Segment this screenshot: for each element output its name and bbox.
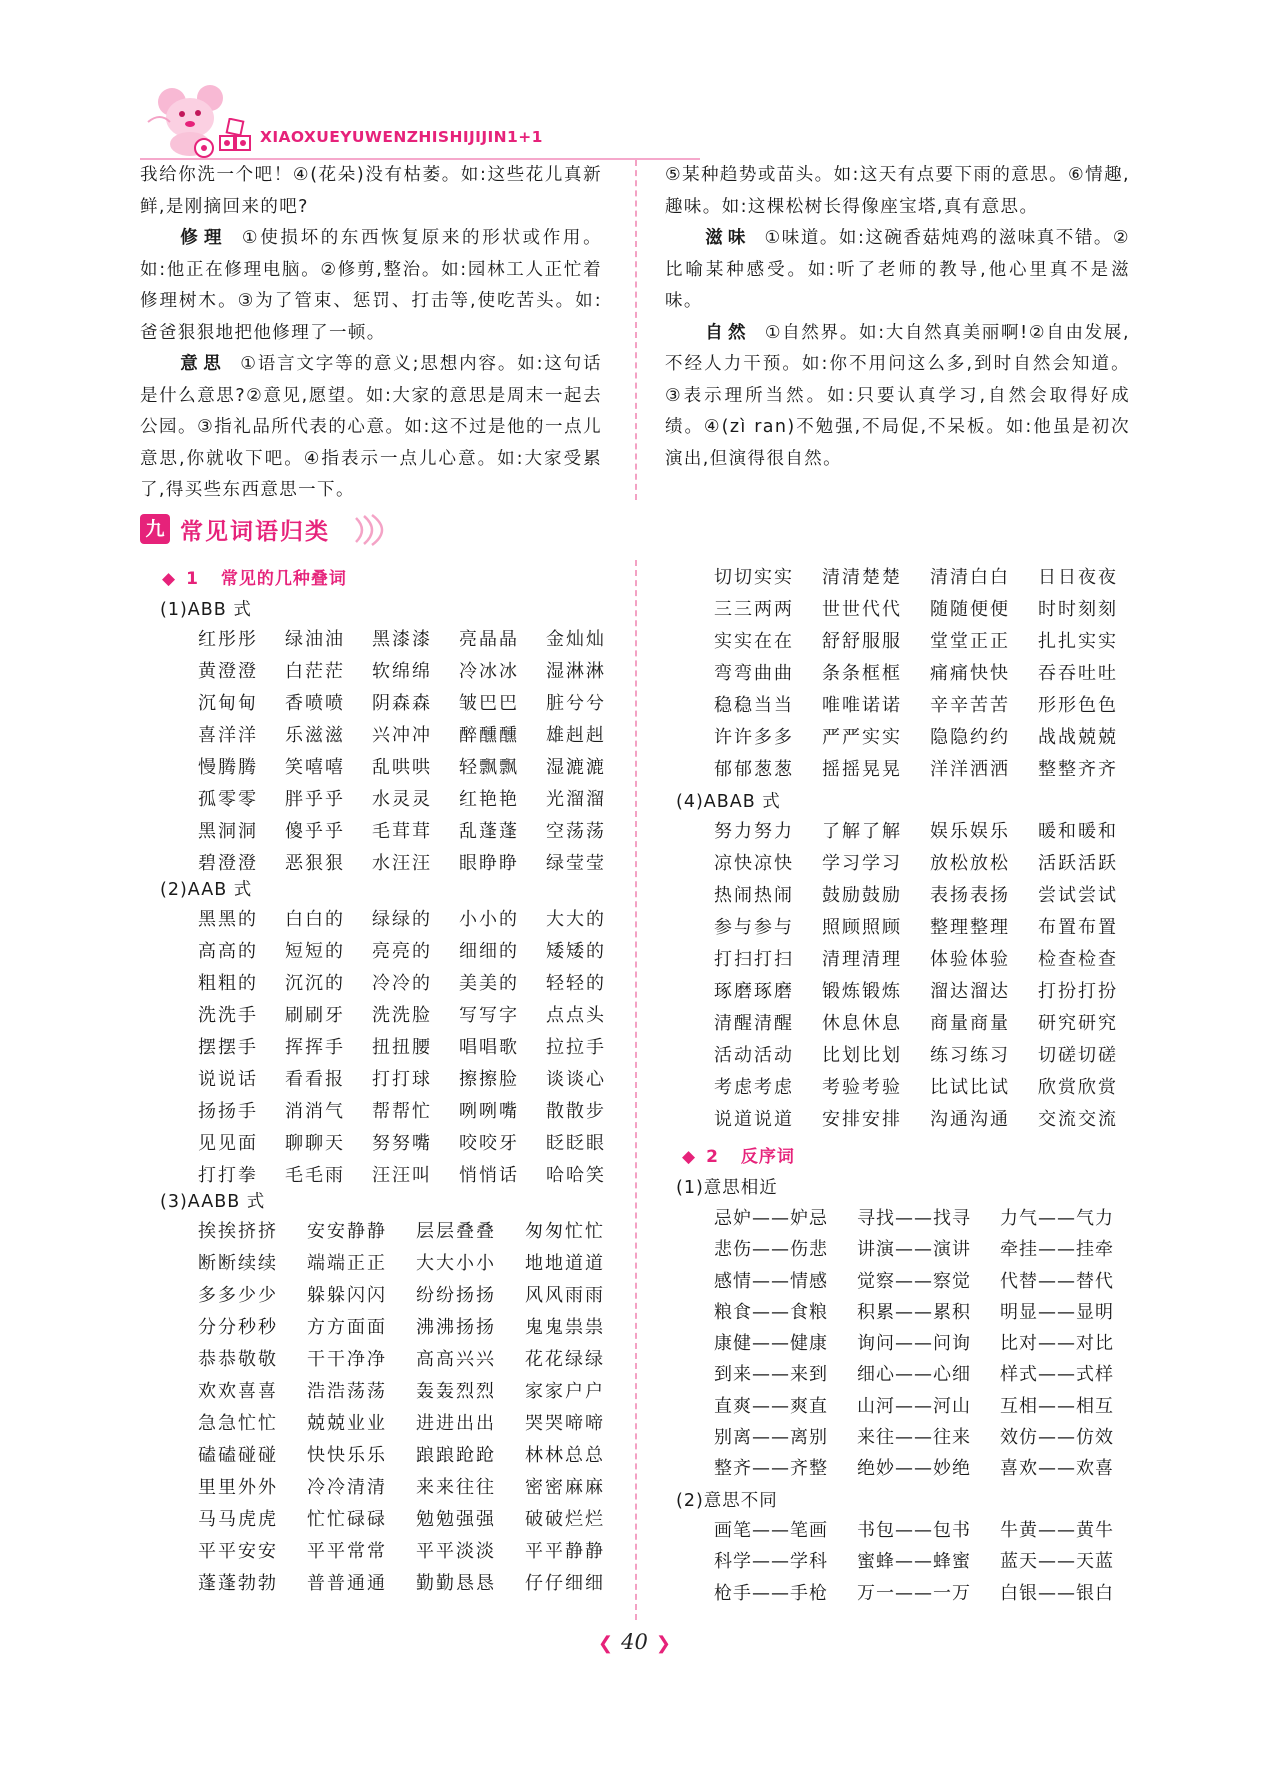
word-item: 风风雨雨	[525, 1285, 605, 1306]
word-item: 踉踉跄跄	[416, 1445, 496, 1466]
word-item: 整齐——齐整	[714, 1458, 828, 1480]
word-item: 练习练习	[930, 1045, 1010, 1066]
word-item: 了解了解	[822, 821, 902, 842]
word-item: 慢腾腾	[198, 757, 258, 778]
word-item: 咬咬牙	[459, 1133, 519, 1154]
word-item: 日日夜夜	[1038, 567, 1118, 588]
word-item: 比试比试	[930, 1077, 1010, 1098]
word-item: 唯唯诺诺	[822, 695, 902, 716]
word-item: 悲伤——伤悲	[714, 1239, 828, 1261]
word-item: 安安静静	[307, 1221, 387, 1242]
word-item: 仔仔细细	[525, 1573, 605, 1594]
word-item: 摇摇晃晃	[822, 759, 902, 780]
word-item: 里里外外	[198, 1477, 278, 1498]
word-item: 雄赳赳	[546, 725, 606, 746]
subsection-number: 2	[706, 1147, 719, 1167]
word-item: 碧澄澄	[198, 853, 258, 874]
word-item: 黑黑的	[198, 909, 258, 930]
word-item: 放松放松	[930, 853, 1010, 874]
word-item: 打打球	[372, 1069, 432, 1090]
word-item: 忌妒——妒忌	[714, 1208, 828, 1229]
word-item: 枪手——手枪	[714, 1582, 828, 1604]
word-item: 检查检查	[1038, 949, 1118, 970]
word-item: 切切实实	[714, 567, 794, 588]
word-item: 眨眨眼	[546, 1133, 606, 1154]
word-item: 阴森森	[372, 693, 432, 714]
section-title: 常见词语归类	[180, 519, 330, 545]
word-item: 忙忙碌碌	[307, 1509, 387, 1530]
word-item: 打扮打扮	[1038, 981, 1118, 1002]
word-item: 参与参与	[714, 917, 794, 938]
word-item: 谈谈心	[546, 1069, 606, 1090]
word-item: 亮亮的	[372, 941, 432, 962]
word-item: 纷纷扬扬	[416, 1285, 496, 1306]
word-item: 寻找——找寻	[857, 1208, 971, 1229]
word-item: 活动活动	[714, 1045, 794, 1066]
word-item: 地地道道	[525, 1253, 605, 1274]
word-item: 感情——情感	[714, 1270, 828, 1292]
word-item: 洗洗手	[198, 1005, 258, 1026]
word-item: 样式——式样	[1000, 1364, 1114, 1386]
word-item: 勤勤恳恳	[416, 1573, 496, 1594]
word-item: 比对——对比	[1000, 1333, 1114, 1355]
abab-label: (4)ABAB 式	[676, 792, 781, 812]
word-item: 软绵绵	[372, 661, 432, 682]
column-divider	[635, 160, 637, 500]
word-item: 郁郁葱葱	[714, 759, 794, 780]
word-item: 马马虎虎	[198, 1509, 278, 1530]
entry-term: 自然	[705, 322, 751, 343]
word-item: 普普通通	[307, 1573, 387, 1594]
word-item: 表扬表扬	[930, 885, 1010, 906]
definitions-right-column	[665, 160, 1130, 475]
word-item: 亮晶晶	[459, 629, 519, 650]
word-item: 水灵灵	[372, 789, 432, 810]
word-item: 积累——累积	[857, 1301, 971, 1323]
word-item: 湿淋淋	[546, 661, 606, 682]
entry-term: 修理	[180, 228, 228, 248]
word-item: 恭恭敬敬	[198, 1349, 278, 1370]
word-item: 密密麻麻	[525, 1477, 605, 1498]
word-item: 清醒清醒	[714, 1013, 794, 1034]
continuation-paragraph: 我给你洗一个吧！④(花朵)没有枯萎。如:这些花儿真新鲜,是刚摘回来的吧?	[140, 165, 602, 217]
word-item: 沸沸扬扬	[416, 1317, 496, 1338]
entry-yisi	[140, 349, 602, 507]
word-item: 消消气	[285, 1101, 345, 1122]
word-item: 方方面面	[307, 1317, 387, 1338]
word-item: 毛毛雨	[285, 1165, 345, 1186]
word-item: 平平淡淡	[416, 1541, 496, 1562]
word-item: 看看报	[285, 1069, 345, 1090]
word-item: 傻乎乎	[285, 821, 345, 842]
word-item: 扎扎实实	[1038, 631, 1118, 652]
header-title: XIAOXUEYUWENZHISHIJIJIN1+1	[260, 128, 543, 146]
word-item: 考虑考虑	[714, 1077, 794, 1098]
word-item: 磕磕碰碰	[198, 1445, 278, 1466]
word-item: 画笔——笔画	[714, 1520, 828, 1541]
word-item: 尝试尝试	[1038, 885, 1118, 906]
word-item: 万一——一万	[857, 1582, 971, 1604]
column-divider	[635, 560, 637, 1620]
word-item: 说说话	[198, 1069, 258, 1090]
word-item: 矮矮的	[546, 941, 606, 962]
definitions-left-column	[140, 160, 602, 507]
word-item: 兴冲冲	[372, 725, 432, 746]
word-item: 皱巴巴	[459, 693, 519, 714]
aab-label: (2)AAB 式	[160, 880, 253, 900]
word-item: 兢兢业业	[307, 1413, 387, 1434]
entry-definition: ①语言文字等的意义;思想内容。如:这句话是什么意思?②意见,愿望。如:大家的意思是周末一起去公园。③指礼品所代表的心意。如:这不过是他的一点儿意思,你就收下吧。④指表示一点儿心意。如:大家受累了,得买些东西意思一下。	[140, 354, 603, 500]
word-item: 洋洋洒洒	[930, 759, 1010, 780]
abab-word-grid	[714, 816, 1146, 1136]
word-item: 湿漉漉	[546, 757, 606, 778]
word-item: 悄悄话	[459, 1165, 519, 1186]
subsection-heading-1	[162, 564, 347, 589]
word-item: 欢欢喜喜	[198, 1381, 278, 1402]
word-item: 水汪汪	[372, 853, 432, 874]
word-item: 沉甸甸	[198, 693, 258, 714]
subsection-heading-2	[682, 1142, 795, 1167]
subsection-number: 1	[186, 569, 199, 589]
left-arrow-icon: ❮	[598, 1633, 614, 1654]
word-item: 清清楚楚	[822, 567, 902, 588]
subsection-title: 反序词	[740, 1147, 795, 1167]
word-item: 清清白白	[930, 567, 1010, 588]
word-item: 商量商量	[930, 1013, 1010, 1034]
page-number	[0, 1630, 1269, 1654]
aabb-label: (3)AABB 式	[160, 1192, 266, 1212]
word-item: 实实在在	[714, 631, 794, 652]
word-item: 乱哄哄	[372, 757, 432, 778]
word-item: 美美的	[459, 973, 519, 994]
word-item: 讲演——演讲	[857, 1239, 971, 1261]
word-item: 整整齐齐	[1038, 759, 1118, 780]
word-item: 急急忙忙	[198, 1413, 278, 1434]
word-item: 匆匆忙忙	[525, 1221, 605, 1242]
word-item: 打扫打扫	[714, 949, 794, 970]
different-meaning-grid	[714, 1515, 1143, 1609]
entry-definition: ①味道。如:这碗香菇炖鸡的滋味真不错。②比喻某种感受。如:听了老师的教导,他心里真不是滋味。	[665, 228, 1131, 311]
word-item: 琢磨琢磨	[714, 981, 794, 1002]
word-item: 绿绿的	[372, 909, 432, 930]
word-item: 世世代代	[822, 599, 902, 620]
word-item: 躲躲闪闪	[307, 1285, 387, 1306]
word-item: 欣赏欣赏	[1038, 1077, 1118, 1098]
word-item: 牛黄——黄牛	[1000, 1520, 1114, 1541]
word-item: 代替——替代	[1000, 1270, 1114, 1292]
word-item: 弯弯曲曲	[714, 663, 794, 684]
aabb-continued-word-grid	[714, 562, 1146, 786]
word-item: 隐隐约约	[930, 727, 1010, 748]
word-item: 洗洗脸	[372, 1005, 432, 1026]
word-item: 活跃活跃	[1038, 853, 1118, 874]
word-item: 红彤彤	[198, 629, 258, 650]
abc-blocks-icon	[218, 118, 258, 154]
subsection-title: 常见的几种叠词	[220, 569, 347, 589]
word-item: 舒舒服服	[822, 631, 902, 652]
word-item: 粮食——食粮	[714, 1301, 828, 1323]
word-item: 喜洋洋	[198, 725, 258, 746]
word-item: 红艳艳	[459, 789, 519, 810]
word-item: 考验考验	[822, 1077, 902, 1098]
section-number-badge: 九	[140, 514, 170, 544]
word-item: 蓬蓬勃勃	[198, 1573, 278, 1594]
page-header	[140, 82, 740, 162]
word-item: 粗粗的	[198, 973, 258, 994]
word-item: 白茫茫	[285, 661, 345, 682]
different-meaning-label: (2)意思不同	[676, 1491, 778, 1511]
similar-meaning-label: (1)意思相近	[676, 1178, 778, 1198]
word-item: 直爽——爽直	[714, 1395, 828, 1417]
abb-label: (1)ABB 式	[160, 600, 252, 620]
word-item: 写写字	[459, 1005, 519, 1026]
word-item: 细细的	[459, 941, 519, 962]
signal-waves-icon	[352, 514, 392, 546]
entry-definition: ①使损坏的东西恢复原来的形状或作用。如:他正在修理电脑。②修剪,整治。如:园林工人正忙着修理树木。③为了管束、惩罚、打击等,使吃苦头。如:爸爸狠狠地把他修理了一顿。	[140, 228, 603, 343]
word-item: 来往——往来	[857, 1427, 971, 1449]
word-item: 花花绿绿	[525, 1349, 605, 1370]
word-item: 研究研究	[1038, 1013, 1118, 1034]
word-item: 平平静静	[525, 1541, 605, 1562]
word-item: 高高的	[198, 941, 258, 962]
word-item: 条条框框	[822, 663, 902, 684]
word-item: 快快乐乐	[307, 1445, 387, 1466]
word-item: 恶狠狠	[285, 853, 345, 874]
word-item: 安排安排	[822, 1109, 902, 1130]
entry-term: 滋味	[705, 228, 751, 248]
word-item: 痛痛快快	[930, 663, 1010, 684]
word-item: 乱蓬蓬	[459, 821, 519, 842]
word-item: 轻轻的	[546, 973, 606, 994]
word-item: 蜜蜂——蜂蜜	[857, 1551, 971, 1573]
word-item: 层层叠叠	[416, 1221, 496, 1242]
word-item: 整理整理	[930, 917, 1010, 938]
word-item: 挨挨挤挤	[198, 1221, 278, 1242]
word-item: 说道说道	[714, 1109, 794, 1130]
word-item: 科学——学科	[714, 1551, 828, 1573]
word-item: 空荡荡	[546, 821, 606, 842]
word-item: 多多少少	[198, 1285, 278, 1306]
right-arrow-icon: ❯	[655, 1633, 671, 1654]
word-item: 浩浩荡荡	[307, 1381, 387, 1402]
word-item: 牵挂——挂牵	[1000, 1239, 1114, 1261]
word-item: 点点头	[546, 1005, 606, 1026]
word-item: 努力努力	[714, 821, 794, 842]
word-item: 热闹热闹	[714, 885, 794, 906]
word-item: 胖乎乎	[285, 789, 345, 810]
word-item: 短短的	[285, 941, 345, 962]
word-item: 见见面	[198, 1133, 258, 1154]
word-item: 黄澄澄	[198, 661, 258, 682]
word-item: 严严实实	[822, 727, 902, 748]
word-item: 高高兴兴	[416, 1349, 496, 1370]
word-item: 毛茸茸	[372, 821, 432, 842]
word-item: 学习学习	[822, 853, 902, 874]
entry-ziran	[665, 318, 1130, 476]
word-item: 形形色色	[1038, 695, 1118, 716]
word-item: 力气——气力	[1000, 1208, 1114, 1229]
word-item: 进进出出	[416, 1413, 496, 1434]
word-item: 互相——相互	[1000, 1395, 1114, 1417]
word-item: 破破烂烂	[525, 1509, 605, 1530]
entry-term: 意思	[180, 354, 227, 374]
word-item: 乐滋滋	[285, 725, 345, 746]
word-item: 堂堂正正	[930, 631, 1010, 652]
word-item: 冷冷的	[372, 973, 432, 994]
word-item: 白银——银白	[1000, 1582, 1114, 1604]
word-item: 打打拳	[198, 1165, 258, 1186]
word-item: 努努嘴	[372, 1133, 432, 1154]
word-item: 沟通沟通	[930, 1109, 1010, 1130]
continuation-paragraph: ⑤某种趋势或苗头。如:这天有点要下雨的意思。⑥情趣,趣味。如:这棵松树长得像座宝塔,真有意思。	[665, 165, 1130, 217]
word-item: 布置布置	[1038, 917, 1118, 938]
word-item: 山河——河山	[857, 1395, 971, 1417]
word-item: 小小的	[459, 909, 519, 930]
word-item: 溜达溜达	[930, 981, 1010, 1002]
word-item: 照顾照顾	[822, 917, 902, 938]
word-item: 冷冷清清	[307, 1477, 387, 1498]
word-item: 醉醺醺	[459, 725, 519, 746]
word-item: 随随便便	[930, 599, 1010, 620]
word-item: 刷刷牙	[285, 1005, 345, 1026]
word-item: 断断续续	[198, 1253, 278, 1274]
word-item: 清理清理	[822, 949, 902, 970]
word-item: 光溜溜	[546, 789, 606, 810]
word-item: 拉拉手	[546, 1037, 606, 1058]
word-item: 哭哭啼啼	[525, 1413, 605, 1434]
word-item: 白白的	[285, 909, 345, 930]
word-item: 轰轰烈烈	[416, 1381, 496, 1402]
word-item: 明显——显明	[1000, 1301, 1114, 1323]
word-item: 暖和暖和	[1038, 821, 1118, 842]
word-item: 擦擦脸	[459, 1069, 519, 1090]
entry-definition: ①自然界。如:大自然真美丽啊!②自由发展,不经人力干预。如:你不用问这么多,到时自然会知道。③表示理所当然。如:只要认真学习,自然会取得好成绩。④(zì ran)不勉强,不局促,不呆板。如:他虽是初次演出,但演得很自然。	[665, 322, 1131, 469]
word-item: 绿油油	[285, 629, 345, 650]
word-item: 喜欢——欢喜	[1000, 1458, 1114, 1480]
word-item: 切磋切磋	[1038, 1045, 1118, 1066]
word-item: 到来——来到	[714, 1364, 828, 1386]
word-item: 轻飘飘	[459, 757, 519, 778]
word-item: 干干净净	[307, 1349, 387, 1370]
word-item: 摆摆手	[198, 1037, 258, 1058]
word-item: 大大的	[546, 909, 606, 930]
word-item: 来来往往	[416, 1477, 496, 1498]
word-item: 时时刻刻	[1038, 599, 1118, 620]
word-item: 扭扭腰	[372, 1037, 432, 1058]
word-item: 黑洞洞	[198, 821, 258, 842]
word-item: 平平安安	[198, 1541, 278, 1562]
word-item: 辛辛苦苦	[930, 695, 1010, 716]
word-item: 帮帮忙	[372, 1101, 432, 1122]
word-item: 康健——健康	[714, 1333, 828, 1355]
section-heading	[140, 510, 400, 550]
word-item: 唱唱歌	[459, 1037, 519, 1058]
word-item: 绿莹莹	[546, 853, 606, 874]
word-item: 询问——问询	[857, 1333, 971, 1355]
page-number-text: 40	[621, 1630, 648, 1654]
word-item: 眼睁睁	[459, 853, 519, 874]
word-item: 林林总总	[525, 1445, 605, 1466]
word-item: 绝妙——妙绝	[857, 1458, 971, 1480]
word-item: 稳稳当当	[714, 695, 794, 716]
word-item: 体验体验	[930, 949, 1010, 970]
word-item: 香喷喷	[285, 693, 345, 714]
word-item: 休息休息	[822, 1013, 902, 1034]
word-item: 娱乐娱乐	[930, 821, 1010, 842]
word-item: 分分秒秒	[198, 1317, 278, 1338]
word-item: 沉沉的	[285, 973, 345, 994]
word-item: 勉勉强强	[416, 1509, 496, 1530]
entry-xiuli	[140, 223, 602, 349]
word-item: 比划比划	[822, 1045, 902, 1066]
word-item: 黑漆漆	[372, 629, 432, 650]
similar-meaning-grid	[714, 1203, 1143, 1485]
word-item: 孤零零	[198, 789, 258, 810]
word-item: 细心——心细	[857, 1364, 971, 1386]
word-item: 平平常常	[307, 1541, 387, 1562]
word-item: 战战兢兢	[1038, 727, 1118, 748]
word-item: 凉快凉快	[714, 853, 794, 874]
word-item: 效仿——仿效	[1000, 1427, 1114, 1449]
word-item: 冷冰冰	[459, 661, 519, 682]
word-item: 扬扬手	[198, 1101, 258, 1122]
word-item: 家家户户	[525, 1381, 605, 1402]
word-item: 散散步	[546, 1101, 606, 1122]
word-item: 聊聊天	[285, 1133, 345, 1154]
word-item: 汪汪叫	[372, 1165, 432, 1186]
word-item: 别离——离别	[714, 1427, 828, 1449]
word-item: 鬼鬼祟祟	[525, 1317, 605, 1338]
word-item: 吞吞吐吐	[1038, 663, 1118, 684]
word-item: 交流交流	[1038, 1109, 1118, 1130]
word-item: 脏兮兮	[546, 693, 606, 714]
word-item: 蓝天——天蓝	[1000, 1551, 1114, 1573]
word-item: 挥挥手	[285, 1037, 345, 1058]
entry-ziwei	[665, 223, 1130, 318]
word-item: 三三两两	[714, 599, 794, 620]
word-item: 金灿灿	[546, 629, 606, 650]
word-item: 端端正正	[307, 1253, 387, 1274]
word-item: 书包——包书	[857, 1520, 971, 1541]
diamond-icon: ◆	[162, 569, 177, 589]
word-item: 许许多多	[714, 727, 794, 748]
word-item: 咧咧嘴	[459, 1101, 519, 1122]
aabb-word-grid	[198, 1216, 634, 1600]
abb-word-grid	[198, 624, 633, 880]
word-item: 觉察——察觉	[857, 1270, 971, 1292]
aab-word-grid	[198, 904, 633, 1192]
word-item: 鼓励鼓励	[822, 885, 902, 906]
word-item: 笑嘻嘻	[285, 757, 345, 778]
word-item: 锻炼锻炼	[822, 981, 902, 1002]
diamond-icon: ◆	[682, 1147, 697, 1167]
word-item: 哈哈笑	[546, 1165, 606, 1186]
word-item: 大大小小	[416, 1253, 496, 1274]
